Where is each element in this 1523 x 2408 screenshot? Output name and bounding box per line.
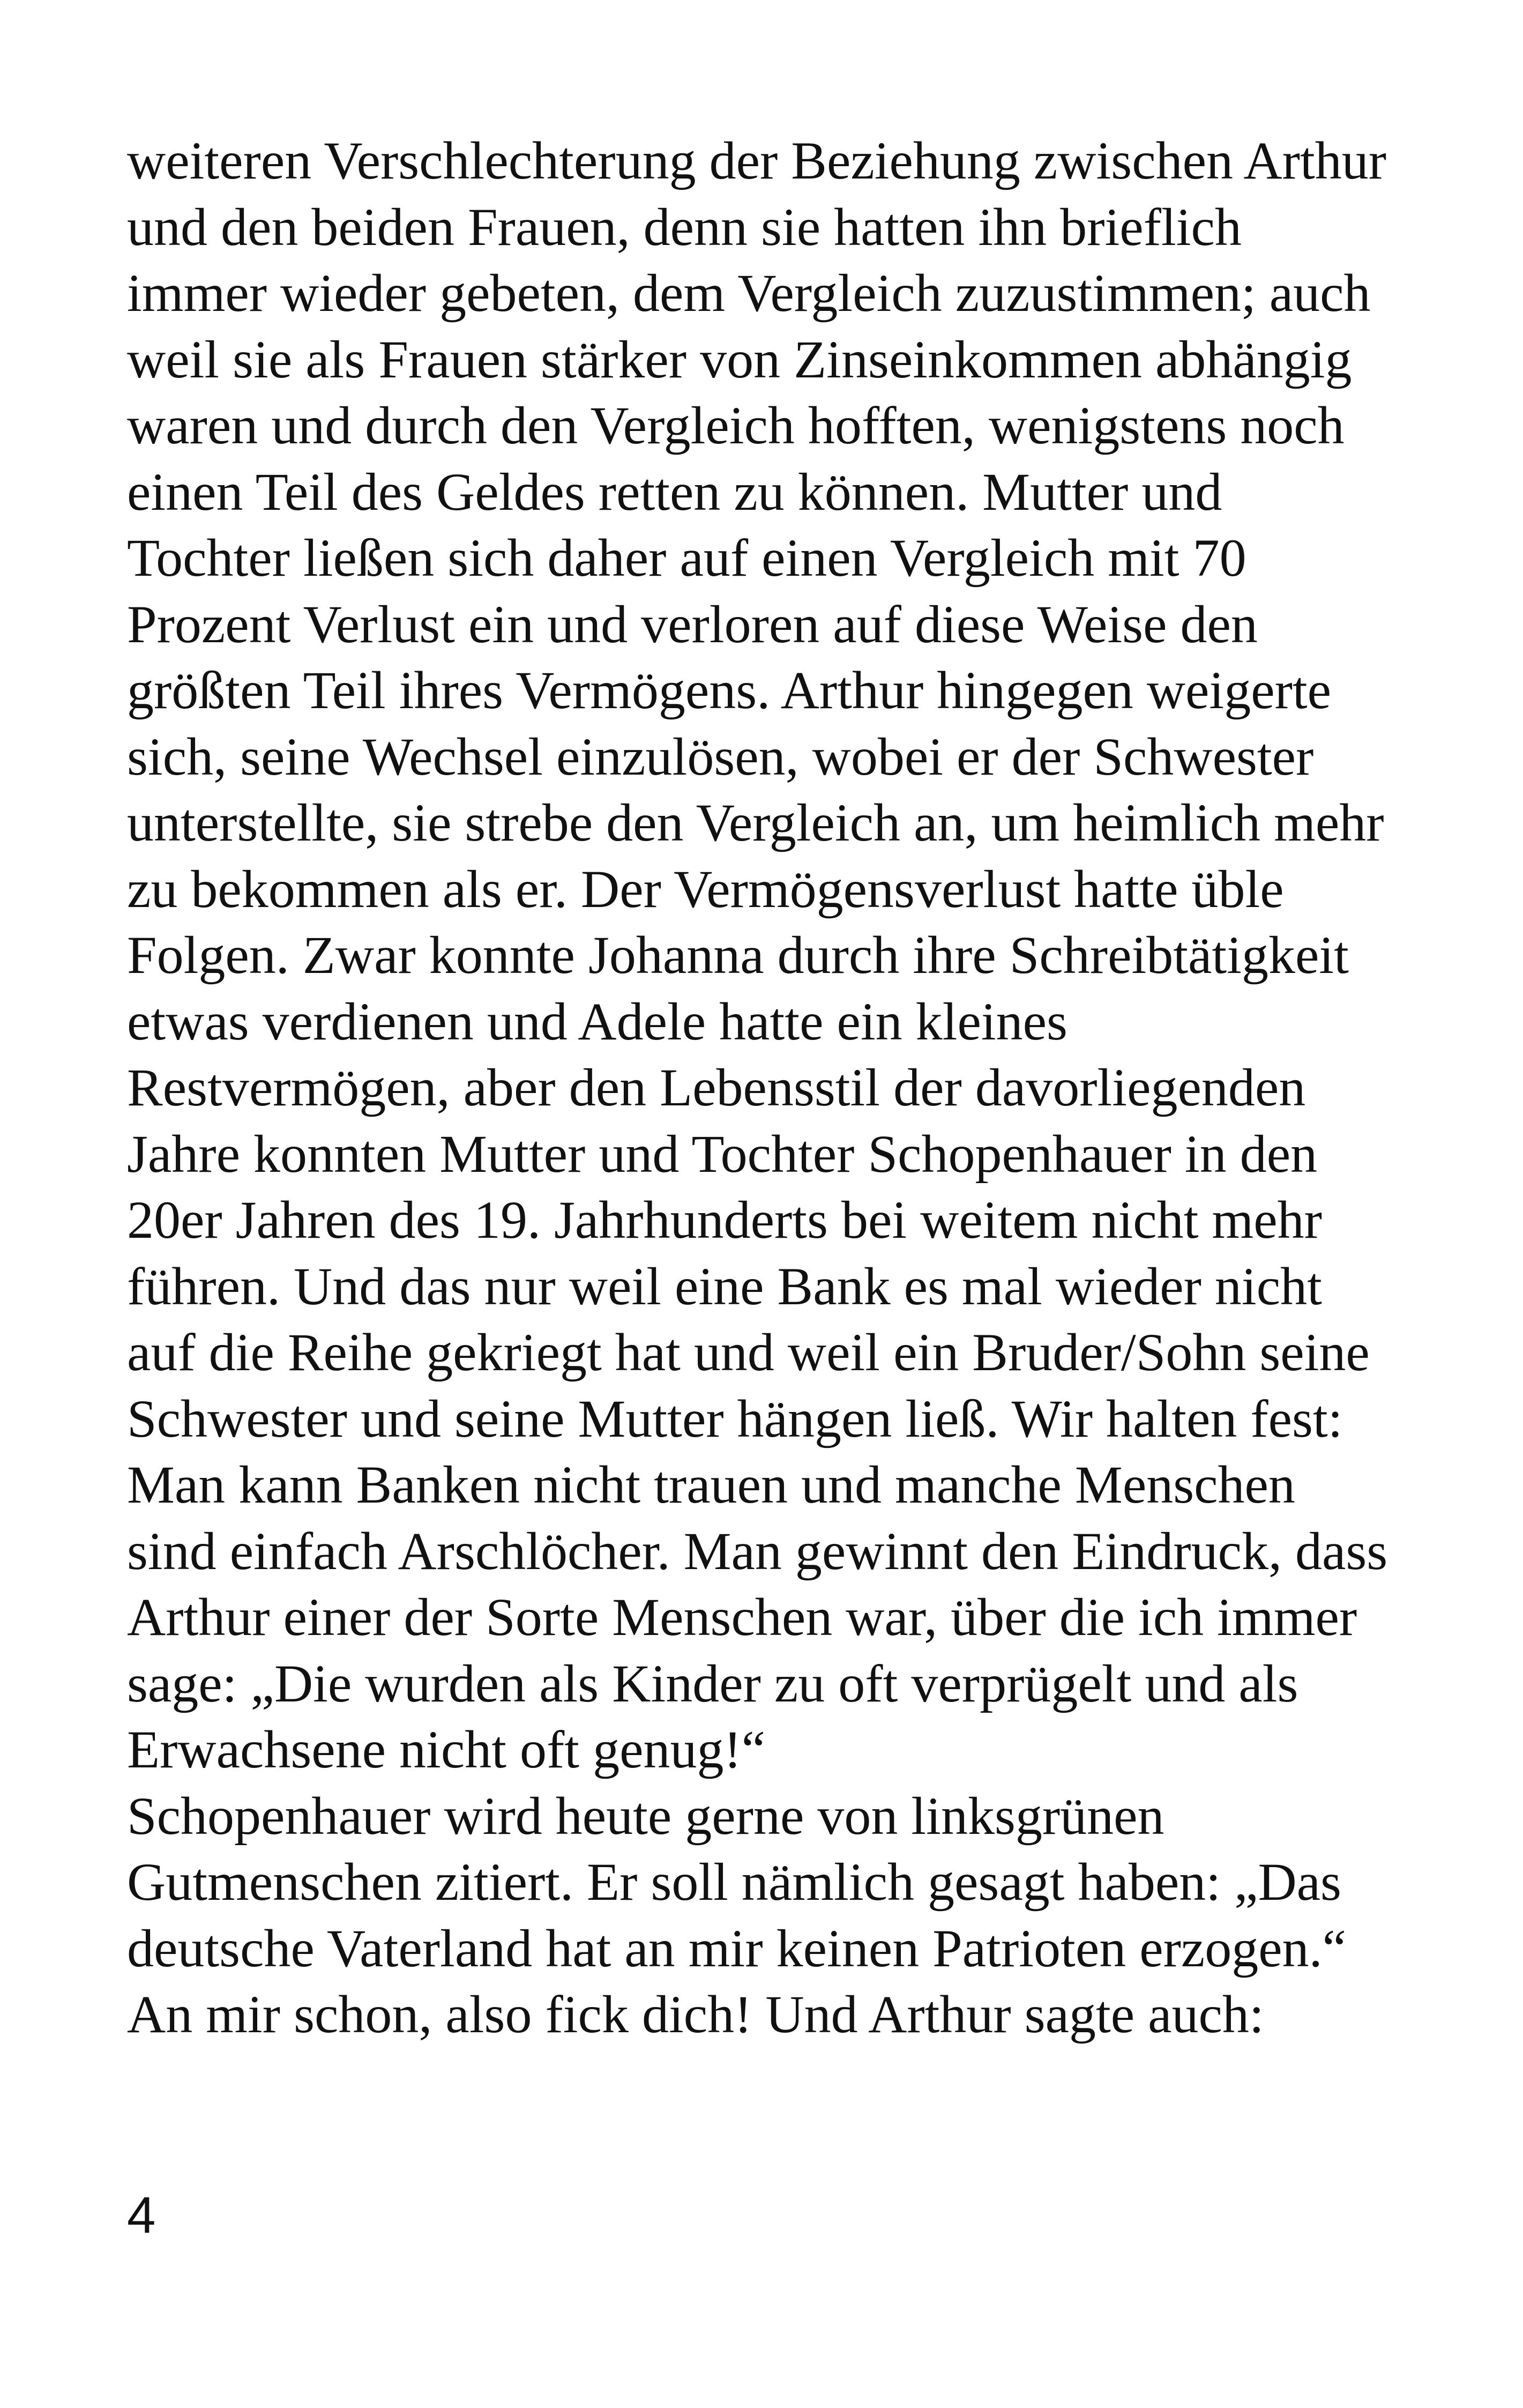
text-line: zu bekommen als er. Der Vermögensverlust hatte üble: [127, 859, 1284, 919]
text-line: Schwester und seine Mutter hängen ließ. Wir halten fest:: [127, 1388, 1343, 1448]
body-text: [127, 128, 1413, 2048]
text-line: sich, seine Wechsel einzulösen, wobei er der Schwester: [127, 726, 1314, 786]
text-line: Arthur einer der Sorte Menschen war, über die ich immer: [127, 1587, 1357, 1647]
text-line: weil sie als Frauen stärker von Zinseinkommen abhängig: [127, 329, 1352, 389]
text-line: immer wieder gebeten, dem Vergleich zuzustimmen; auch: [127, 263, 1371, 323]
text-line: Prozent Verlust ein und verloren auf diese Weise den: [127, 594, 1258, 654]
text-line: Restvermögen, aber den Lebensstil der davorliegenden: [127, 1058, 1306, 1117]
text-line: führen. Und das nur weil eine Bank es mal wieder nicht: [127, 1256, 1322, 1316]
text-line: auf die Reihe gekriegt hat und weil ein Bruder/Sohn seine: [127, 1322, 1370, 1382]
page-number: 4: [127, 2187, 156, 2244]
text-line: etwas verdienen und Adele hatte ein kleines: [127, 991, 1067, 1051]
text-line: weiteren Verschlechterung der Beziehung zwischen Arthur: [127, 131, 1387, 190]
text-line: An mir schon, also fick dich! Und Arthur sagte auch:: [127, 1985, 1264, 2044]
text-line: sage: „Die wurden als Kinder zu oft verprügelt und als: [127, 1653, 1298, 1713]
text-line: Man kann Banken nicht trauen und manche Menschen: [127, 1455, 1295, 1514]
text-line: Jahre konnten Mutter und Tochter Schopenhauer in den: [127, 1124, 1318, 1184]
text-line: deutsche Vaterland hat an mir keinen Patrioten erzogen.“: [127, 1918, 1347, 1978]
text-line: größten Teil ihres Vermögens. Arthur hingegen weigerte: [127, 660, 1332, 720]
text-line: waren und durch den Vergleich hofften, wenigstens noch: [127, 396, 1345, 455]
text-line: Gutmenschen zitiert. Er soll nämlich gesagt haben: „Das: [127, 1852, 1341, 1912]
text-line: und den beiden Frauen, denn sie hatten ihn brieflich: [127, 197, 1242, 257]
text-line: Tochter ließen sich daher auf einen Vergleich mit 70: [127, 528, 1246, 588]
text-line: sind einfach Arschlöcher. Man gewinnt den Eindruck, dass: [127, 1521, 1388, 1581]
text-line: Erwachsene nicht oft genug!“: [127, 1720, 766, 1779]
text-line: Folgen. Zwar konnte Johanna durch ihre Schreibtätigkeit: [127, 925, 1349, 985]
text-line: einen Teil des Geldes retten zu können. Mutter und: [127, 462, 1222, 522]
text-line: unterstellte, sie strebe den Vergleich an, um heimlich mehr: [127, 793, 1384, 852]
text-line: Schopenhauer wird heute gerne von linksgrünen: [127, 1786, 1164, 1846]
text-line: 20er Jahren des 19. Jahrhunderts bei weitem nicht mehr: [127, 1190, 1322, 1250]
